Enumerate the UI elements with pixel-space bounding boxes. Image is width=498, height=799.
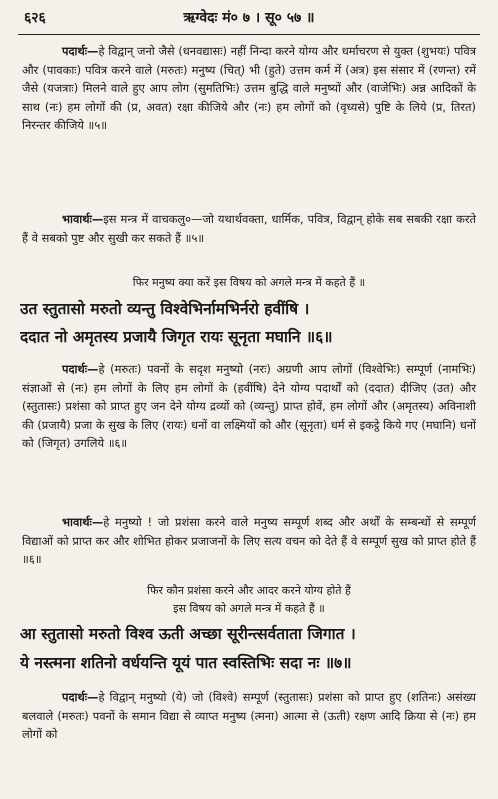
- bhavarth-paragraph-6: [22, 513, 476, 569]
- padarth-paragraph-7: [22, 688, 476, 744]
- paragraph-text: हे (मरुतः) पवनों के सदृश मनुष्यो (नरः) अग्रणी आप लोगों (विश्वेभिः) सम्पूर्ण (नामभिः) संज्ञाओं से (नः) हम लोगों के लिए हम लोगों के (हवींषि) देने योग्य पदार्थों को (ददात) दीजिए (उत) और (स्तुतासः) प्रशंसा को प्राप्त हुए जन देने योग्य द्रव्यों को (व्यन्तु) प्राप्त होवें, हम लोगों और (अमृतस्य) अविनाशी की (प्रजायै) प्रजा के सुख के लिए (रायः) धनों वा लक्ष्मियों को और (सूनृता) धर्म से इकट्ठे किये गए (मघानि) धनों को (जिगृत) उगलिये ॥६॥: [22, 362, 476, 450]
- page-number: ६२६: [24, 10, 46, 26]
- padarth-paragraph-5: [22, 42, 476, 135]
- header-rule: [18, 34, 480, 35]
- paragraph-text: इस मन्त्र में वाचकलु०—जो यथार्थवक्ता, धार्मिक, पवित्र, विद्वान् होके सब सबकी रक्षा करते हैं वे सबको पुष्ट और सुखी कर सकते हैं ॥५॥: [22, 212, 476, 245]
- paragraph-text: हे विद्वान् मनुष्यो (ये) जो (विश्वे) सम्पूर्ण (स्तुतासः) प्रशंसा को प्राप्त हुए (शतिनः) असंख्य बलवाले (मरुतः) पवनों के समान विद्या से व्याप्त मनुष्य (त्मना) आत्मा से (ऊती) रक्षण आदि क्रिया से (नः) हम लोगों को: [22, 690, 476, 741]
- running-title: ऋग्वेदः मं० ७ । सू० ५७ ॥: [183, 10, 315, 26]
- mantra-intro-7-line-1: फिर कौन प्रशंसा करने और आदर करने योग्य होते हैं: [147, 584, 351, 597]
- mantra-intro-7-line-2: इस विषय को अगले मन्त्र में कहते हैं ॥: [173, 602, 325, 615]
- bhavarth-paragraph-5: [22, 210, 476, 247]
- paragraph-label: भावार्थः—: [62, 212, 104, 226]
- paragraph-label: भावार्थः—: [62, 515, 104, 529]
- mantra-intro-6: फिर मनुष्य क्या करें इस विषय को अगले मन्त्र में कहते हैं ॥: [132, 276, 366, 289]
- verse-6-line-2: ददात नो अमृतस्य प्रजायै जिगृत रायः सूनृता मघानि ॥६॥: [20, 328, 333, 346]
- paragraph-label: पदार्थः—: [62, 362, 99, 376]
- paragraph-text: हे मनुष्यो ! जो प्रशंसा करने वाले मनुष्य सम्पूर्ण शब्द और अर्थों के सम्बन्धों से सम्पूर्ण विद्याओं को प्राप्त कर और शोभित होकर प्रजाजनों के लिए सत्य वचन को देते हैं वे सम्पूर्ण सुख को प्राप्त होते हैं ॥६॥: [22, 515, 476, 566]
- paragraph-label: पदार्थः—: [62, 44, 99, 58]
- verse-7-line-1: आ स्तुतासो मरुतो विश्व ऊती अच्छा सूरीन्त्सर्वताता जिगात ।: [20, 625, 356, 643]
- paragraph-text: हे विद्वान् जनो जैसे (धनवद्यासः) नहीं निन्दा करने योग्य और धर्माचरण से युक्त (शुभयः) पवित्र और (पावकाः) पवित्र करने वाले (मरुतः) मनुष्य (चित्) भी (हुते) उत्तम कर्म में (अत्र) इस संसार में (रणन्त) रमें जैसे (यजत्राः) मिलने वाले हुए आप लोग (सुमतिभिः) उत्तम बुद्धि वाले मनुष्यों और (वाजेभिः) अन्न आदिकों के साथ (नः) हम लोगों की (प्र, अवत) रक्षा कीजिये और (नः) हम लोगों को (वृध्यसे) पुष्टि के लिये (प्र, तिरत) निरन्तर कीजिये ॥५॥: [22, 44, 476, 132]
- paragraph-label: पदार्थः—: [62, 690, 99, 704]
- page-header: [20, 8, 478, 32]
- verse-7-line-2: ये नस्त्मना शतिनो वर्धयन्ति यूयं पात स्वस्तिभिः सदा नः ॥७॥: [20, 654, 352, 672]
- verse-6-line-1: उत स्तुतासो मरुतो व्यन्तु विश्वेभिर्नामभिर्नरो हवींषि ।: [20, 300, 310, 318]
- padarth-paragraph-6: [22, 360, 476, 453]
